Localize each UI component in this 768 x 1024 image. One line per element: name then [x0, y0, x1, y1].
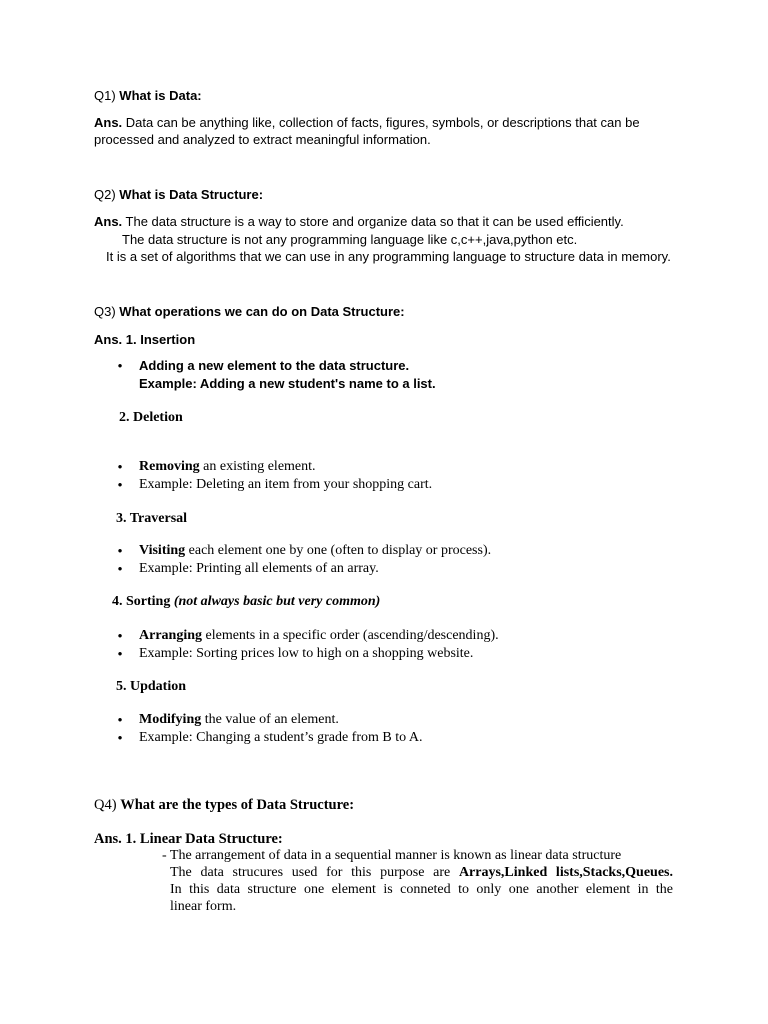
q4-ans-label: Ans. 1. Linear Data Structure:: [94, 831, 283, 847]
q3-ans-label: Ans. 1. Insertion: [94, 332, 196, 347]
updation-bold: Modifying: [139, 712, 202, 727]
q4-ans-linear: [94, 830, 283, 848]
q2-answer-line1: [94, 213, 624, 231]
traversal-bold: Visiting: [139, 543, 186, 558]
q2-title: What is Data Structure:: [119, 187, 264, 202]
sorting-bold: Arranging: [139, 628, 202, 643]
q1-answer-line2: processed and analyzed to extract meaningful information.: [94, 132, 431, 147]
q4-prefix: Q4): [94, 797, 121, 813]
q3-title: What operations we can do on Data Structure:: [119, 304, 405, 319]
sorting-heading-text: 4. Sorting: [112, 594, 174, 609]
updation-bullet2: Example: Changing a student’s grade from B to A.: [139, 730, 423, 745]
deletion-bullet1: [139, 458, 316, 476]
q2-answer-line3: It is a set of algorithms that we can use in any programming language to structure data in memory.: [106, 249, 671, 264]
q2-heading: [94, 186, 263, 204]
bullet-icon: •: [117, 730, 123, 745]
bullet-icon: •: [117, 561, 123, 576]
sorting-bullet1: [139, 627, 499, 645]
sorting-rest: elements in a specific order (ascending/descending).: [202, 628, 499, 643]
q4-line2-text: The data strucures used for this purpose are: [170, 865, 459, 880]
traversal-bullet2: Example: Printing all elements of an array.: [139, 561, 379, 576]
q3-ans-insertion: [94, 331, 195, 349]
traversal-heading: [116, 510, 187, 528]
q2-prefix: Q2): [94, 187, 120, 202]
sorting-heading-note: (not always basic but very common): [173, 594, 381, 609]
q2-ans-label: Ans.: [94, 214, 123, 229]
deletion-bold: Removing: [139, 459, 200, 474]
bullet-icon: •: [117, 358, 123, 373]
bullet-icon: •: [117, 543, 123, 558]
bullet-icon: •: [117, 712, 123, 727]
q1-prefix: Q1): [94, 88, 120, 103]
insertion-line1: [139, 357, 409, 375]
traversal-heading-text: 3. Traversal: [116, 511, 188, 526]
q1-ans-label: Ans.: [94, 115, 123, 130]
q4-line4: linear form.: [170, 899, 237, 914]
updation-rest: the value of an element.: [201, 712, 339, 727]
updation-heading-text: 5. Updation: [116, 679, 187, 694]
q1-ans-text1: Data can be anything like, collection of facts, figures, symbols, or descriptions that can be: [122, 115, 640, 130]
q4-heading: [94, 796, 354, 814]
traversal-bullet1: [139, 542, 491, 560]
bullet-icon: •: [117, 459, 123, 474]
q4-line2: [170, 864, 673, 881]
insertion-line2: [139, 375, 436, 393]
q3-heading: [94, 303, 405, 321]
deletion-heading: [119, 409, 183, 427]
q4-line1: - The arrangement of data in a sequential manner is known as linear data structure: [162, 848, 622, 863]
q3-prefix: Q3): [94, 304, 120, 319]
insertion-text1: Adding a new element to the data structure.: [139, 358, 410, 373]
updation-heading: [116, 678, 186, 696]
sorting-heading: [112, 593, 380, 611]
q4-title: What are the types of Data Structure:: [120, 797, 355, 813]
deletion-bullet2: Example: Deleting an item from your shopping cart.: [139, 477, 433, 492]
deletion-rest: an existing element.: [199, 459, 316, 474]
q1-title: What is Data:: [119, 88, 202, 103]
insertion-text2: Example: Adding a new student's name to a list.: [139, 376, 436, 391]
q4-line2-bold: Arrays,Linked lists,Stacks,Queues.: [458, 865, 674, 880]
deletion-heading-text: 2. Deletion: [119, 410, 183, 425]
bullet-icon: •: [117, 477, 123, 492]
updation-bullet1: [139, 711, 339, 729]
bullet-icon: •: [117, 646, 123, 661]
traversal-rest: each element one by one (often to display or process).: [185, 543, 492, 558]
q1-answer-line1: [94, 114, 640, 132]
q4-paragraph: [170, 864, 673, 915]
bullet-icon: •: [117, 628, 123, 643]
q1-heading: [94, 87, 202, 105]
q2-answer-line2: The data structure is not any programming language like c,c++,java,python etc.: [122, 232, 578, 247]
q4-line3: In this data structure one element is conneted to only one another element in the: [170, 882, 673, 897]
sorting-bullet2: Example: Sorting prices low to high on a shopping website.: [139, 646, 474, 661]
q2-ans-text1: The data structure is a way to store and organize data so that it can be used efficiently.: [122, 214, 624, 229]
